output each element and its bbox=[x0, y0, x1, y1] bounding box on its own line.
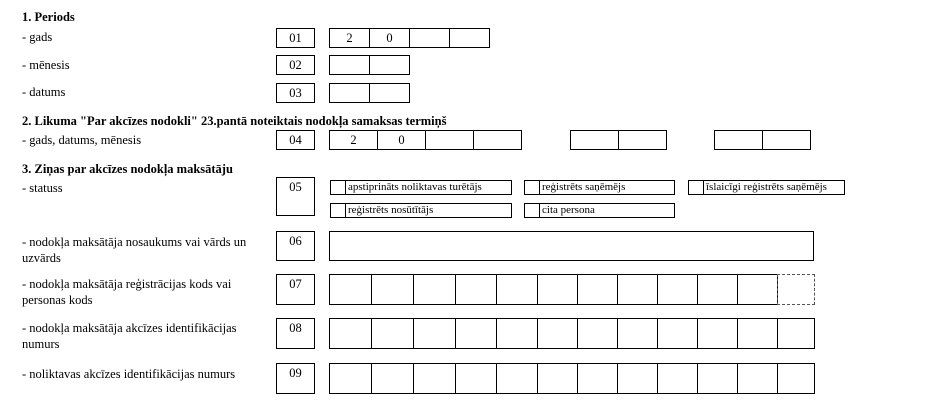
label-akcizes-id: - nodokļa maksātāja akcīzes identifikācijas numurs bbox=[22, 321, 237, 351]
deadline-year-input[interactable] bbox=[329, 130, 522, 150]
status-option-registrets-sanemejs[interactable] bbox=[524, 180, 675, 195]
month-digit[interactable] bbox=[762, 130, 811, 150]
option-label: īslaicīgi reģistrēts saņēmējs bbox=[706, 181, 827, 193]
code-04: 04 bbox=[276, 130, 315, 150]
digit-cell[interactable] bbox=[657, 318, 698, 349]
label-statuss: - statuss bbox=[22, 181, 63, 195]
status-option-registrets-nosutitajs[interactable] bbox=[330, 203, 512, 218]
digit-cell[interactable] bbox=[577, 363, 618, 394]
status-option-apstiprinats[interactable] bbox=[330, 180, 512, 195]
code-02: 02 bbox=[276, 55, 315, 75]
digit-cell[interactable] bbox=[413, 363, 456, 394]
option-label: apstiprināts noliktavas turētājs bbox=[348, 181, 482, 193]
digit-cell[interactable] bbox=[455, 274, 497, 305]
section-1-title: 1. Periods bbox=[22, 10, 75, 24]
digit-cell[interactable] bbox=[455, 363, 497, 394]
digit-cell[interactable] bbox=[537, 318, 578, 349]
digit-cell[interactable] bbox=[697, 318, 738, 349]
year-digit[interactable] bbox=[473, 130, 522, 150]
digit-cell[interactable] bbox=[777, 363, 815, 394]
digit-cell[interactable] bbox=[657, 363, 698, 394]
code-01: 01 bbox=[276, 28, 315, 48]
deadline-day-input[interactable] bbox=[570, 130, 667, 150]
warehouse-excise-id-input[interactable] bbox=[329, 363, 815, 394]
year-digit[interactable]: 2 bbox=[329, 130, 378, 150]
month-digit[interactable] bbox=[714, 130, 763, 150]
section-2-title: 2. Likuma "Par akcīzes nodokli" 23.pantā noteiktais nodokļa samaksas termiņš bbox=[22, 114, 447, 128]
label-gads-datums-menesis: - gads, datums, mēnesis bbox=[22, 133, 142, 147]
digit-cell[interactable] bbox=[537, 274, 578, 305]
digit-cell[interactable] bbox=[413, 274, 456, 305]
month-input-02[interactable] bbox=[329, 55, 410, 75]
digit-cell[interactable] bbox=[496, 274, 538, 305]
section-3-title: 3. Ziņas par akcīzes nodokļa maksātāju bbox=[22, 162, 233, 176]
digit-cell[interactable] bbox=[329, 274, 372, 305]
registration-code-input[interactable] bbox=[329, 274, 815, 305]
digit-cell-optional[interactable] bbox=[777, 274, 815, 305]
digit-cell[interactable] bbox=[777, 318, 815, 349]
code-09: 09 bbox=[276, 363, 315, 394]
year-digit[interactable] bbox=[449, 28, 490, 48]
code-07: 07 bbox=[276, 274, 315, 305]
digit-cell[interactable] bbox=[371, 318, 414, 349]
label-reg-kods: - nodokļa maksātāja reģistrācijas kods vai personas kods bbox=[22, 277, 232, 307]
status-option-islaicigi[interactable] bbox=[688, 180, 845, 195]
year-digit[interactable]: 0 bbox=[369, 28, 410, 48]
digit-cell[interactable] bbox=[617, 318, 658, 349]
day-digit[interactable] bbox=[369, 83, 410, 103]
option-label: cita persona bbox=[542, 204, 595, 216]
year-digit[interactable]: 0 bbox=[377, 130, 426, 150]
day-digit[interactable] bbox=[618, 130, 667, 150]
digit-cell[interactable] bbox=[657, 274, 698, 305]
digit-cell[interactable] bbox=[329, 318, 372, 349]
digit-cell[interactable] bbox=[329, 363, 372, 394]
digit-cell[interactable] bbox=[371, 363, 414, 394]
digit-cell[interactable] bbox=[577, 318, 618, 349]
day-digit[interactable] bbox=[329, 83, 370, 103]
label-nosaukums: - nodokļa maksātāja nosaukums vai vārds un uzvārds bbox=[22, 235, 247, 265]
deadline-month-input[interactable] bbox=[714, 130, 811, 150]
label-menesis: - mēnesis bbox=[22, 58, 70, 72]
digit-cell[interactable] bbox=[737, 274, 778, 305]
year-digit[interactable] bbox=[409, 28, 450, 48]
year-digit[interactable] bbox=[425, 130, 474, 150]
digit-cell[interactable] bbox=[371, 274, 414, 305]
label-noliktavas-id: - noliktavas akcīzes identifikācijas numurs bbox=[22, 367, 236, 381]
digit-cell[interactable] bbox=[537, 363, 578, 394]
code-05: 05 bbox=[276, 177, 315, 216]
month-digit[interactable] bbox=[329, 55, 370, 75]
digit-cell[interactable] bbox=[496, 318, 538, 349]
label-datums: - datums bbox=[22, 85, 66, 99]
digit-cell[interactable] bbox=[577, 274, 618, 305]
digit-cell[interactable] bbox=[697, 274, 738, 305]
digit-cell[interactable] bbox=[737, 318, 778, 349]
digit-cell[interactable] bbox=[697, 363, 738, 394]
digit-cell[interactable] bbox=[617, 274, 658, 305]
status-option-cita-persona[interactable] bbox=[524, 203, 675, 218]
digit-cell[interactable] bbox=[413, 318, 456, 349]
code-08: 08 bbox=[276, 318, 315, 349]
option-label: reģistrēts nosūtītājs bbox=[348, 204, 434, 216]
digit-cell[interactable] bbox=[496, 363, 538, 394]
digit-cell[interactable] bbox=[455, 318, 497, 349]
excise-id-input[interactable] bbox=[329, 318, 815, 349]
code-06: 06 bbox=[276, 231, 315, 261]
taxpayer-name-input[interactable] bbox=[329, 231, 814, 261]
option-label: reģistrēts saņēmējs bbox=[542, 181, 626, 193]
code-03: 03 bbox=[276, 83, 315, 103]
day-digit[interactable] bbox=[570, 130, 619, 150]
label-gads: - gads bbox=[22, 30, 53, 44]
year-digit[interactable]: 2 bbox=[329, 28, 370, 48]
day-input-03[interactable] bbox=[329, 83, 410, 103]
digit-cell[interactable] bbox=[737, 363, 778, 394]
month-digit[interactable] bbox=[369, 55, 410, 75]
digit-cell[interactable] bbox=[617, 363, 658, 394]
year-input-01[interactable] bbox=[329, 28, 490, 48]
